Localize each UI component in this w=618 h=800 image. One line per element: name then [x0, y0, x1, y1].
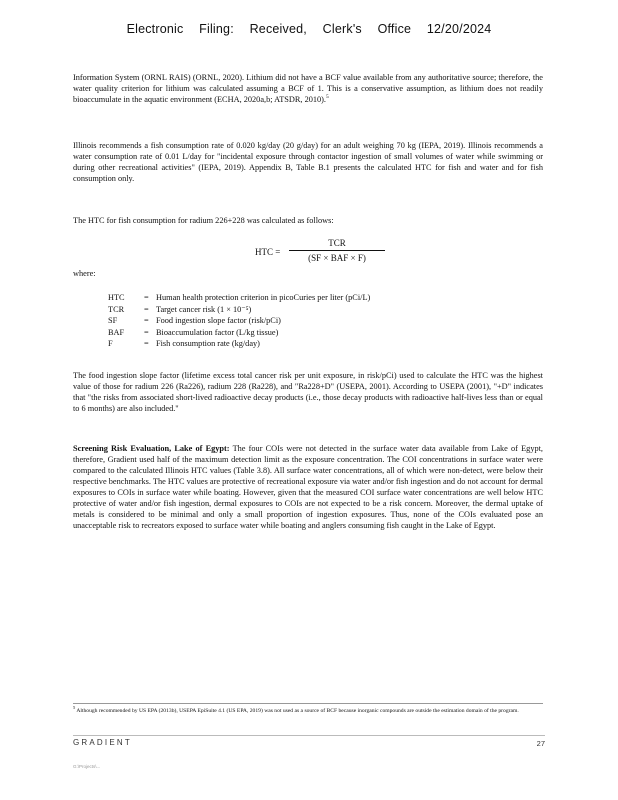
header-date: 12/20/2024: [426, 22, 492, 36]
definition-symbol: HTC: [108, 293, 125, 302]
paragraph-text: The food ingestion slope factor (lifetime excess total cancer risk per unit exposure, in risk/pCi) used to calculate the HTC was the highest value of those for radium 226 (Ra226), radium 228 (Ra228), and "Ra228+D" (USEPA, 2001). According to USEPA (2001), "+D" indicates that "the risks from associated short-lived radioactive decay products (i.e., those decay products with radioactive half-lives less than or equal to 6 months) are also included.": [73, 371, 543, 413]
paragraph-screening: [73, 443, 543, 531]
equation-numerator: TCR: [289, 238, 385, 251]
footnote: [73, 707, 543, 715]
header-word: Received,: [249, 22, 307, 36]
definition-row: [108, 304, 528, 316]
equation-fraction: [289, 238, 385, 263]
header-word: Clerk's: [322, 22, 362, 36]
footnote-ref: 5: [326, 94, 329, 101]
definition-row: [108, 338, 528, 350]
definition-row: [108, 292, 528, 304]
file-path-text: G:\Projects\...: [73, 764, 101, 769]
definition-row: [108, 327, 528, 339]
footnote-text: Although recommended by US EPA (2013b), USEPA EpiSuite 4.1 (US EPA, 2019) was not used as a source of BCF because inorganic compounds are outside the estimation domain of the program.: [76, 708, 519, 714]
footer-divider: [73, 735, 545, 736]
definition-symbol: F: [108, 339, 113, 349]
definition-row: [108, 315, 528, 327]
paragraph-body: Information System (ORNL RAIS) (ORNL, 2020). Lithium did not have a BCF value available from any authoritative source; therefore, the water quality criterion for lithium was calculated assuming a BCF of 1. This is a conservative assumption, as lithium does not readily bioaccumulate in the aquatic environment (ECHA, 2020a,b; ATSDR, 2010).: [73, 73, 543, 104]
header-word: Electronic: [126, 22, 184, 36]
paragraph-text: [73, 72, 543, 105]
footnote-mark: 5: [73, 705, 76, 711]
where-label: [73, 268, 543, 279]
paragraph-bcf: [73, 72, 543, 105]
paragraph-slope-factor: [73, 370, 543, 414]
definition-description: Human health protection criterion in picoCuries per liter (pCi/L): [156, 293, 371, 302]
definition-description: Food ingestion slope factor (risk/pCi): [156, 316, 281, 326]
paragraph-body: The four COIs were not detected in the surface water data available from Lake of Egypt, therefore, Gradient used half of the maximum detection limit as the exposure concentration. The COI concentrations in surface water were compared to the calculated Illinois HTC values (Table 3.8). All surface water concentrations, all of which were non-detect, were below their respective benchmarks. The HTC values are protective of recreational exposure via water and/or fish ingestion and do not account for dermal exposures to COIs in surface water while boating. However, given that the measured COI surface water concentrations are well below HTC protective of water and/or fish ingestion, dermal exposures to COIs are not expected to be a risk concern. Moreover, the dermal uptake of metals is considered to be minimal and only a small proportion of ingestion exposures. Thus, none of the COIs evaluated pose an unacceptable risk to recreators exposed to surface water while boating and anglers consuming fish caught in the Lake of Egypt.: [73, 444, 543, 530]
definition-description: Target cancer risk (1 × 10⁻⁵): [156, 304, 252, 314]
header-word: Office: [377, 22, 412, 36]
definition-equals: =: [144, 293, 149, 302]
equation-lhs: HTC =: [255, 247, 281, 257]
definition-symbol: SF: [108, 316, 118, 326]
equation-denominator: (SF × BAF × F): [308, 253, 366, 263]
section-lead: Screening Risk Evaluation, Lake of Egypt:: [73, 444, 230, 453]
definition-description: Bioaccumulation factor (L/kg tissue): [156, 327, 279, 337]
definition-symbol: BAF: [108, 327, 125, 337]
page-number: 27: [536, 739, 545, 748]
paragraph-htc-intro: [73, 215, 543, 226]
definition-symbol: TCR: [108, 304, 125, 314]
definition-equals: =: [144, 327, 149, 337]
definitions-list: [108, 292, 528, 350]
definition-equals: =: [144, 339, 149, 349]
footnote-divider: [73, 703, 543, 704]
paragraph-consumption: [73, 140, 543, 184]
definition-equals: =: [144, 316, 149, 326]
filing-header: [0, 22, 618, 36]
paragraph-text: [73, 443, 543, 531]
paragraph-text: The HTC for fish consumption for radium 226+228 was calculated as follows:: [73, 216, 334, 225]
definition-description: Fish consumption rate (kg/day): [156, 339, 260, 349]
where-text: where:: [73, 269, 96, 278]
paragraph-text: Illinois recommends a fish consumption rate of 0.020 kg/day (20 g/day) for an adult weighing 70 kg (IEPA, 2019). Illinois recommends a water consumption rate of 0.01 L/day for "incidental exposure through contactor ingestion of small volumes of water while swimming or during other recreational activities" (IEPA, 2019). Appendix B, Table B.1 presents the calculated HTC for fish and water and for fish consumption only.: [73, 141, 543, 183]
gradient-logo: GRADIENT: [73, 738, 132, 747]
header-word: Filing:: [199, 22, 234, 36]
definition-equals: =: [144, 304, 149, 314]
